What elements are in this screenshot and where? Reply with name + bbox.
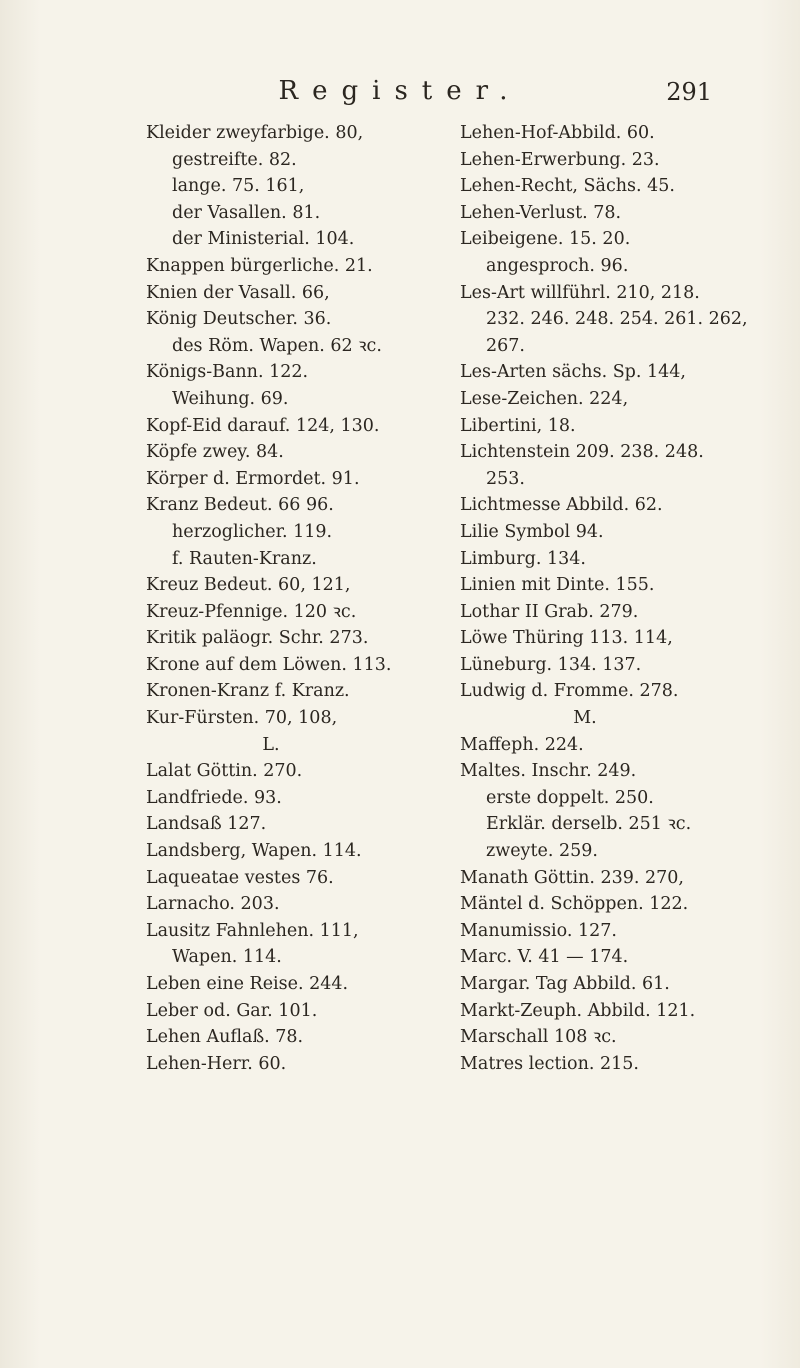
index-entry: Ludwig d. Fromme. 278. [460, 681, 679, 702]
index-entry: gestreifte. 82. [172, 149, 297, 170]
index-entry: Lehen-Recht, Sächs. 45. [460, 176, 675, 197]
index-entry: Marc. V. 41 — 174. [460, 947, 629, 968]
index-entry: Linien mit Dinte. 155. [460, 575, 655, 596]
index-entry: Libertini, 18. [460, 415, 576, 436]
index-entry: 232. 246. 248. 254. 261. 262, [486, 309, 748, 330]
index-entry: Lausitz Fahnlehen. 111, [146, 920, 359, 941]
index-entry: der Ministerial. 104. [172, 229, 355, 250]
index-entry: Löwe Thüring 113. 114, [460, 628, 673, 649]
index-entry: Kreuz Bedeut. 60, 121, [146, 575, 351, 596]
index-entry: Kranz Bedeut. 66 96. [146, 495, 334, 516]
index-entry: der Vasallen. 81. [172, 202, 321, 223]
index-entry: Matres lection. 215. [460, 1053, 639, 1074]
index-entry: Kur-Fürsten. 70, 108, [146, 708, 338, 729]
index-entry: Leibeigene. 15. 20. [460, 229, 631, 250]
index-entry: Kronen-Kranz f. Kranz. [146, 681, 350, 702]
index-entry: zweyte. 259. [486, 841, 598, 862]
index-entry: Lüneburg. 134. 137. [460, 654, 642, 675]
index-entry: Marschall 108 ꝛc. [460, 1027, 617, 1048]
index-entry: f. Rauten-Kranz. [172, 548, 317, 569]
index-entry: Köpfe zwey. 84. [146, 442, 284, 463]
index-entry: Landsaß 127. [146, 814, 267, 835]
index-entry: Landsberg, Wapen. 114. [146, 841, 362, 862]
index-entry: Maffeph. 224. [460, 734, 584, 755]
index-entry: lange. 75. 161, [172, 176, 305, 197]
index-entry: Knien der Vasall. 66, [146, 282, 330, 303]
index-entry: Körper d. Ermordet. 91. [146, 468, 360, 489]
index-entry: Larnacho. 203. [146, 894, 280, 915]
index-entry: Lehen Auflaß. 78. [146, 1027, 304, 1048]
index-entry: Krone auf dem Löwen. 113. [146, 654, 392, 675]
index-entry: Lothar II Grab. 279. [460, 601, 639, 622]
index-entry: Lehen-Herr. 60. [146, 1053, 287, 1074]
index-entry: Lehen-Erwerbung. 23. [460, 149, 660, 170]
index-entry: des Röm. Wapen. 62 ꝛc. [172, 335, 382, 356]
index-entry: erste doppelt. 250. [486, 787, 654, 808]
index-entry: Maltes. Inschr. 249. [460, 761, 637, 782]
index-entry: Weihung. 69. [172, 388, 289, 409]
index-entry: herzoglicher. 119. [172, 521, 333, 542]
index-entry: Les-Arten sächs. Sp. 144, [460, 362, 686, 383]
index-column-right [460, 120, 760, 1077]
index-entry: Lichtenstein 209. 238. 248. [460, 442, 704, 463]
index-column-left [146, 120, 436, 1077]
index-entry: Limburg. 134. [460, 548, 586, 569]
page-header [0, 76, 800, 116]
index-entry: Wapen. 114. [172, 947, 282, 968]
index-entry: Lalat Göttin. 270. [146, 761, 303, 782]
index-entry: Kreuz-Pfennige. 120 ꝛc. [146, 601, 357, 622]
index-entry: Lichtmesse Abbild. 62. [460, 495, 663, 516]
index-entry: Lehen-Hof-Abbild. 60. [460, 123, 655, 143]
index-entry: Erklär. derselb. 251 ꝛc. [486, 814, 692, 835]
index-entry: König Deutscher. 36. [146, 309, 332, 330]
index-entry: Margar. Tag Abbild. 61. [460, 974, 670, 994]
index-entry: 253. [486, 468, 525, 489]
index-entry: Lilie Symbol 94. [460, 521, 604, 542]
index-entry: Leber od. Gar. 101. [146, 1000, 318, 1021]
index-entry: Landfriede. 93. [146, 787, 282, 808]
index-entry: Mäntel d. Schöppen. 122. [460, 894, 689, 915]
index-entry: Manumissio. 127. [460, 920, 617, 941]
index-entry: Kopf-Eid darauf. 124, 130. [146, 415, 380, 436]
page-number: 291 [666, 78, 712, 106]
index-entry: Lese-Zeichen. 224, [460, 388, 629, 409]
index-entry: Markt-Zeuph. Abbild. 121. [460, 1000, 696, 1021]
index-entry: Les-Art willführl. 210, 218. [460, 282, 700, 303]
index-entry: Königs-Bann. 122. [146, 362, 309, 383]
section-letter: L. [262, 734, 280, 755]
index-entry: Kleider zweyfarbige. 80, [146, 123, 364, 143]
index-entry: 267. [486, 335, 525, 356]
index-entry: Lehen-Verlust. 78. [460, 202, 622, 223]
index-entry: Kritik paläogr. Schr. 273. [146, 628, 369, 649]
index-entry: Laqueatae vestes 76. [146, 867, 334, 888]
section-letter: M. [573, 708, 597, 729]
index-entry: Manath Göttin. 239. 270, [460, 867, 684, 888]
index-entry: angesproch. 96. [486, 255, 629, 276]
index-entry: Leben eine Reise. 244. [146, 974, 349, 994]
index-entry: Knappen bürgerliche. 21. [146, 255, 373, 276]
running-title: Register. [278, 76, 522, 106]
